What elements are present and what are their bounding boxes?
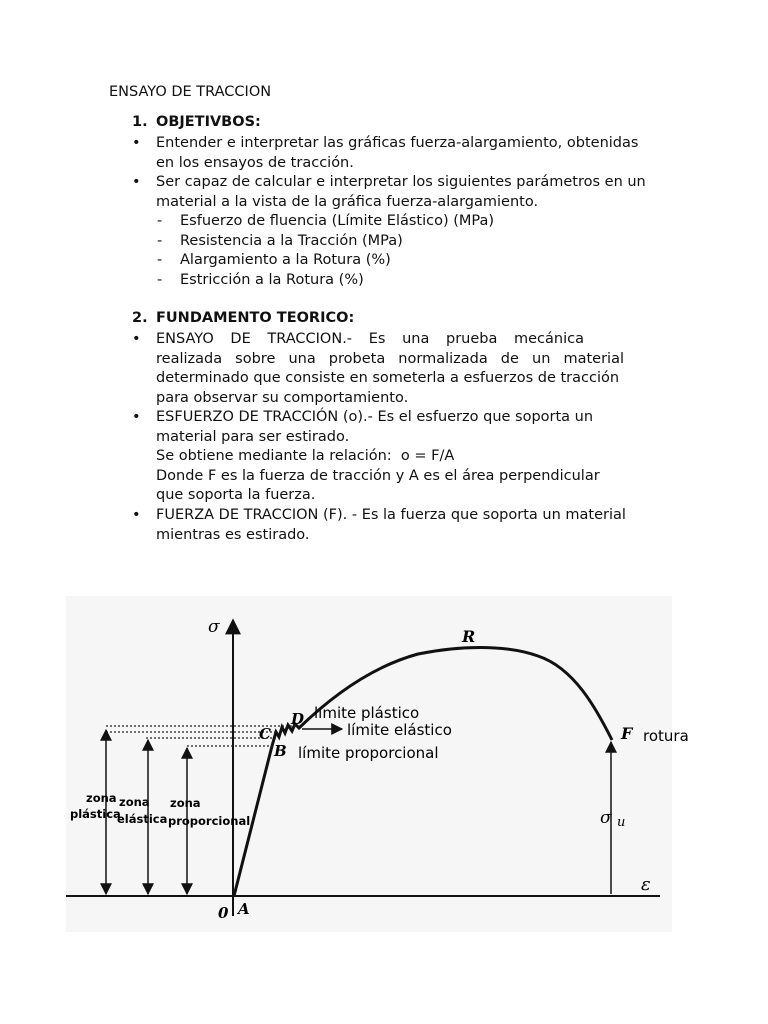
origin-label: 0 xyxy=(218,904,229,922)
bullet-icon: • xyxy=(132,507,141,523)
text-line: determinado que consiste en someterla a esfuerzos de tracción xyxy=(156,370,620,387)
text-line: ESFUERZO DE TRACCIÓN (o).- Es el esfuerzo que soporta un xyxy=(156,409,594,425)
bullet-text xyxy=(156,330,658,408)
point-r-label: R xyxy=(462,627,476,646)
section-number: 2. xyxy=(132,310,148,326)
rupture-label: rotura xyxy=(643,727,689,745)
stress-strain-diagram xyxy=(66,596,689,932)
text-line: Donde F es la fuerza de tracción y A es el área perpendicular xyxy=(156,467,600,484)
section-title: FUNDAMENTO TEORICO: xyxy=(156,310,355,326)
text-line: Se obtiene mediante la relación: o = F/A xyxy=(156,448,455,465)
text-line: que soporta la fuerza. xyxy=(156,487,316,504)
proportional-limit-label: límite proporcional xyxy=(298,744,439,762)
proportional-zone-label-line1: zona xyxy=(170,796,201,810)
text-line: ENSAYO DE TRACCION.- Es una prueba mecánica xyxy=(156,331,584,347)
diagram-background xyxy=(66,596,672,932)
point-a-label: A xyxy=(238,900,250,918)
plastic-zone-label-line2: plástica xyxy=(70,807,121,821)
section-2-heading xyxy=(132,310,354,326)
section-number: 1. xyxy=(132,114,148,130)
parameter-text: Estricción a la Rotura (%) xyxy=(180,272,364,288)
dash-icon: - xyxy=(157,213,163,229)
bullet-text: Entender e interpretar las gráficas fuerza-alargamiento, obtenidas en los ensayos de tracción. xyxy=(156,135,639,171)
text-line: mientras es estirado. xyxy=(156,526,310,543)
plastic-limit-label: límite plástico xyxy=(314,704,420,722)
text-line: material para ser estirado. xyxy=(156,428,350,445)
point-d-label: D xyxy=(291,710,305,728)
proportional-zone-label-line2: proporcional xyxy=(168,814,251,828)
y-axis-label: σ xyxy=(208,617,220,637)
point-f-label: F xyxy=(621,724,633,743)
dash-icon: - xyxy=(157,233,163,249)
bullet-icon: • xyxy=(132,409,141,425)
dash-icon: - xyxy=(157,272,163,288)
ultimate-stress-label: σ xyxy=(600,808,612,828)
elastic-zone-label-line1: zona xyxy=(119,795,150,809)
bullet-text: Ser capaz de calcular e interpretar los siguientes parámetros en un material a la vista de la gráfica fuerza-alargamiento. xyxy=(156,174,646,210)
dash-icon: - xyxy=(157,252,163,268)
x-axis-label: ε xyxy=(641,874,651,895)
document-title: ENSAYO DE TRACCION xyxy=(109,84,272,100)
bullet-text xyxy=(156,506,658,545)
elastic-zone-label-line2: elástica xyxy=(117,812,168,826)
plastic-zone-label-line1: zona xyxy=(86,791,117,805)
elastic-limit-label: límite elástico xyxy=(347,721,452,739)
diagram-svg xyxy=(66,596,689,932)
section-1-heading xyxy=(132,114,261,130)
point-c-label: C xyxy=(259,725,271,743)
section-title: OBJETIVBOS: xyxy=(156,114,261,130)
parameter-text: Resistencia a la Tracción (MPa) xyxy=(180,233,403,249)
text-line: para observar su comportamiento. xyxy=(156,389,409,406)
bullet-icon: • xyxy=(132,331,141,347)
ultimate-stress-subscript: u xyxy=(617,815,626,830)
bullet-icon: • xyxy=(132,135,141,151)
parameter-text: Esfuerzo de fluencia (Límite Elástico) (MPa) xyxy=(180,213,495,229)
text-line: FUERZA DE TRACCION (F). - Es la fuerza que soporta un material xyxy=(156,507,626,523)
parameter-text: Alargamiento a la Rotura (%) xyxy=(180,252,391,268)
point-b-label: B xyxy=(274,742,287,760)
text-line: realizada sobre una probeta normalizada de un material xyxy=(156,350,624,367)
bullet-text xyxy=(156,408,658,506)
bullet-icon: • xyxy=(132,174,141,190)
